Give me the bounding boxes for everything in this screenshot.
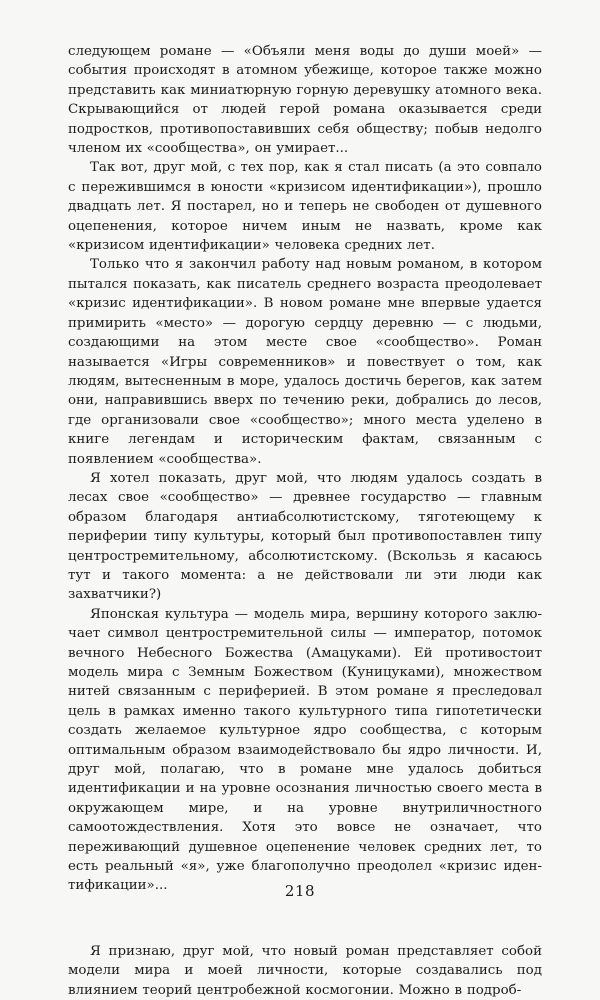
paragraph-2: Так вот, друг мой, с тех пор, как я стал писать (а это совпало с пережившимся в юности «кризисом идентификации»), прошло двадцать лет. Я постарел, но и теперь не свободен от душевного оцепенения, которое ничем иным не назвать, кроме как «кризисом идентификации» человека средних лет.: [68, 160, 542, 254]
paragraph-1: следующем романе — «Объяли меня воды до души моей» — события происходят в атомном убежище, которое также можно представить как миниатюрную горную деревушку атомного века. Скрывающийся от людей герой романа оказывается среди подростков, противопоставивших себя обществу; побыв недолго членом их «сообщества», он умирает...: [68, 44, 542, 157]
paragraph-3: Только что я закончил работу над новым романом, в котором пытался показать, как писатель среднего возраста преодолевает «кризис идентификации». В новом романе мне впервые удается примирить «место» — дорогую сердцу деревню — с людьми, создающими на этом месте свое «сообщество». Роман называется «Игры современников» и повествует о том, как людям, вытесненным в море, удалось достичь берегов, как затем они, направившись вверх по течению реки, добрались до лесов, где организовали свое «сообщество»; много места уделено в книге легендам и историческим фактам, связанным с появлением «сообщества».: [68, 257, 542, 467]
section-break: [68, 896, 542, 942]
paragraph-5: Японская культура — модель мира, вершину которого заключает символ центростремительной силы — император, потомок вечного Небесного Божества (Амацуками). Ей противостоит модель мира с Земным Божеством (Куницуками), множеством нитей связанным с периферией. В этом романе я преследовал цель в рамках именно такого культурного типа гипотетически создать желаемое культурное ядро сообщества, с которым оптимальным образом взаимодействовало бы ядро личности. И, друг мой, полагаю, что в романе мне удалось добиться идентификации и на уровне осознания личностью своего места в окружающем мире, и на уровне внутриличностного самоотождествления. Хотя это вовсе не означает, что переживающий душевное оцепенение человек средних лет, то есть реальный «я», уже благополучно преодолел «кризис идентификации»...: [68, 606, 542, 894]
paragraph-4: Я хотел показать, друг мой, что людям удалось создать в лесах свое «сообщество» — древнее государство — главным образом благодаря антиабсолютистскому, тяготеющему к периферии типу культуры, который был противопоставлен типу центростремительному, абсолютистскому. (Вскользь я касаюсь тут и такого момента: а не действовали ли эти люди как захватчики?): [68, 470, 542, 603]
page-text: [68, 42, 542, 998]
page-number: 218: [284, 882, 316, 900]
paragraph-6: Я признаю, друг мой, что новый роман представляет собой модели мира и моей личности, которые создавались под влиянием теорий центробежной космогонии. Можно в подроб-: [68, 943, 542, 998]
